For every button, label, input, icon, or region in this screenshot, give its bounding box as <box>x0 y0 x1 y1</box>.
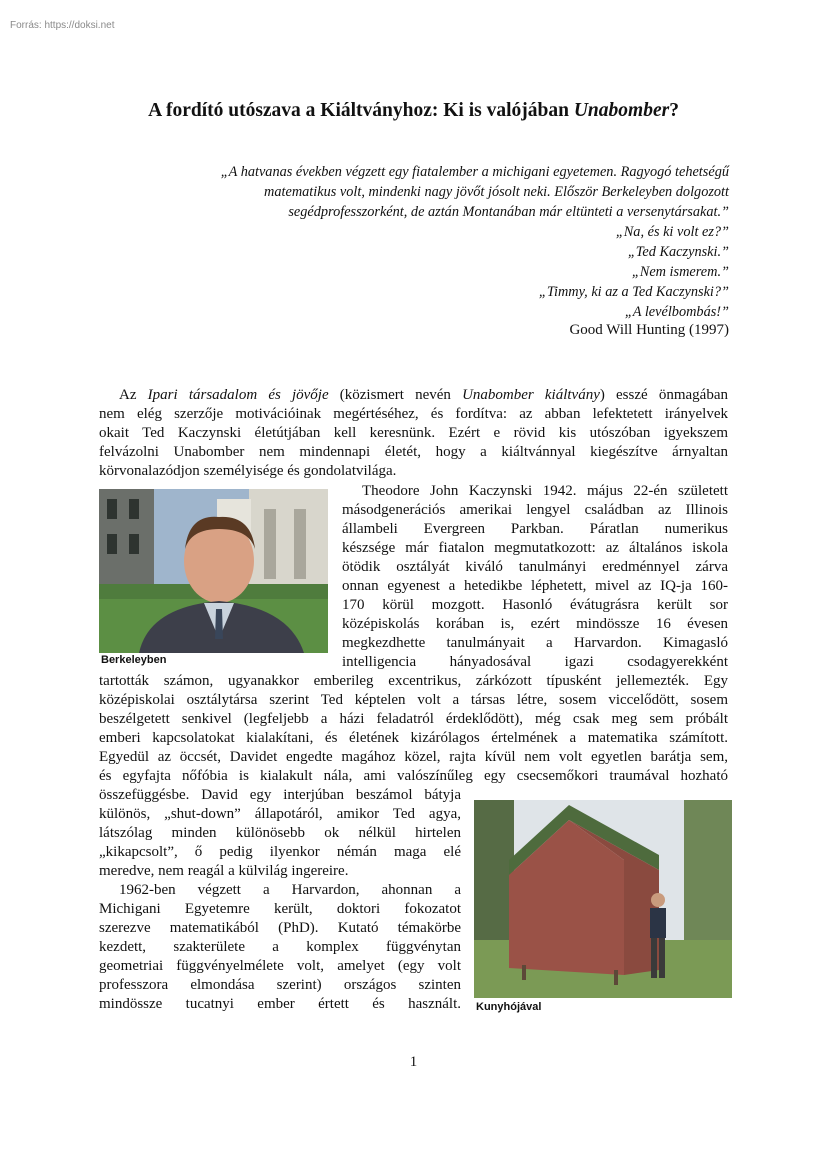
bio-beside-cabin <box>99 786 461 881</box>
bio-line: különös, „shut-down” állapotáról, amikor Ted agya, <box>99 806 461 822</box>
bio-line: megkezdhette tanulmányait a Harvardon. Kimagasló <box>342 635 728 651</box>
source-note: Forrás: https://doksi.net <box>10 20 115 31</box>
bio-line: geometriai függvényelmélete volt, amelyet (egy volt <box>99 958 461 974</box>
portrait-caption: Berkeleyben <box>101 654 167 666</box>
bio-line: Theodore John Kaczynski 1942. május 22-én született <box>362 483 728 499</box>
intro-line: Az Ipari társadalom és jövője (közismert nevén Unabomber kiáltvány) esszé önmagában <box>119 387 728 403</box>
bio-line: professzora elmondása szerint) országos szinten <box>99 977 461 993</box>
bio-line: 1962-ben végzett a Harvardon, ahonnan a <box>119 882 461 898</box>
bio-line: Michigani Egyetemre került, doktori fokozatot <box>99 901 461 917</box>
bio-line: 170 körül mozgott. Hasonló évátugrásra került sor <box>342 597 728 613</box>
bio-line: emberi kapcsolatokat kialakítani, és életének kizárólagos értelmének a matematika számított. <box>99 730 728 746</box>
bio-line: másodgenerációs amerikai lengyel családban az Illinois <box>342 502 728 518</box>
bio-line: Egyedül az öccsét, Davidet engedte magához közel, rajta kívül nem volt egyetlen barátja sem, <box>99 749 728 765</box>
page-number: 1 <box>409 1054 418 1070</box>
bio-beside-photo <box>342 482 728 672</box>
portrait-photo <box>99 489 328 653</box>
bio-line: beszélgetett senkivel (legfeljebb a házi feladatról érdeklődött), még csak meg sem próbált <box>99 711 728 727</box>
cabin-caption: Kunyhójával <box>476 1001 542 1013</box>
bio-line: kezdett, szakterülete a komplex függvénytan <box>99 939 461 955</box>
epigraph <box>221 162 729 322</box>
bio-line: összefüggésbe. David egy interjúban beszámol bátyja <box>99 787 461 803</box>
bio-line: szerezve matematikából (PhD). Kutató témakörbe <box>99 920 461 936</box>
intro-line: felvázolni Unabomber nem mindennapi életét, hogy a kiáltvánnyal kiegészítve árnyaltan <box>99 444 728 460</box>
bio-line: középiskolai osztálytársa szerint Ted képtelen volt a társas létre, sosem viccelődött, sosem <box>99 692 728 708</box>
bio-line: mindössze tucatnyi ember értett és használt. <box>99 996 461 1012</box>
epigraph-line: segédprofesszorként, de aztán Montanában már eltünteti a versenytársakat.” <box>288 204 729 220</box>
epigraph-line: matematikus volt, mindenki nagy jövőt jósolt neki. Először Berkeleyben dolgozott <box>264 184 729 200</box>
epigraph-line: „Timmy, ki az a Ted Kaczynski?” <box>538 284 729 300</box>
epigraph-attribution: Good Will Hunting (1997) <box>569 322 729 338</box>
cabin-photo <box>474 800 732 998</box>
bio-line: középiskolás korában is, ezért mindössze 16 évesen <box>342 616 728 632</box>
intro-line: körvonalazódjon személyisége és gondolatvilága. <box>99 463 397 479</box>
bio-line: onnan egyenest a hetedikbe léphetett, mivel az IQ-ja 160- <box>342 578 728 594</box>
epigraph-line: „Na, és ki volt ez?” <box>615 224 729 240</box>
bio-line: és egyfajta nőfóbia is kialakult nála, ami valószínűleg egy csecsemőkori traumával hozható <box>99 768 728 784</box>
michigan-paragraph <box>99 881 461 1014</box>
epigraph-line: „A hatvanas években végzett egy fiatalember a michigani egyetemen. Ragyogó tehetségű <box>220 164 729 180</box>
bio-line: tartották számon, ugyanakkor emberileg excentrikus, zárkózott típusként jellemezték. Egy <box>99 673 728 689</box>
page-title: A fordító utószava a Kiáltványhoz: Ki is valójában Unabomber? <box>148 100 679 121</box>
intro-line: nem elég szerzője motivációinak megértéséhez, és fordítva: az abban lefektetett irányelvek <box>99 406 728 422</box>
bio-full-width <box>99 672 728 786</box>
intro-paragraph <box>99 386 728 481</box>
bio-line: készsége már fiatalon megmutatkozott: az általános iskola <box>342 540 728 556</box>
bio-line: látszólag minden különösebb ok nélkül hirtelen <box>99 825 461 841</box>
epigraph-line: „Nem ismerem.” <box>631 264 729 280</box>
title-italic: Unabomber <box>573 100 670 121</box>
bio-line: „kikapcsolt”, ő pedig ilyenkor némán maga elé <box>99 844 461 860</box>
epigraph-line: „A levélbombás!” <box>624 304 729 320</box>
bio-line: ötödik osztályát kiváló tanulmányi eredménnyel zárva <box>342 559 728 575</box>
bio-line: állambeli Evergreen Parkban. Páratlan numerikus <box>342 521 728 537</box>
bio-line: meredve, nem reagál a külvilág ingereire. <box>99 863 349 879</box>
intro-line: okait Ted Kaczynski életútjában kell keresnünk. Ezért e rövid kis utószóban igyekszem <box>99 425 728 441</box>
epigraph-line: „Ted Kaczynski.” <box>627 244 729 260</box>
bio-line: intelligencia hányadosával igazi csodagyerekként <box>342 654 728 670</box>
